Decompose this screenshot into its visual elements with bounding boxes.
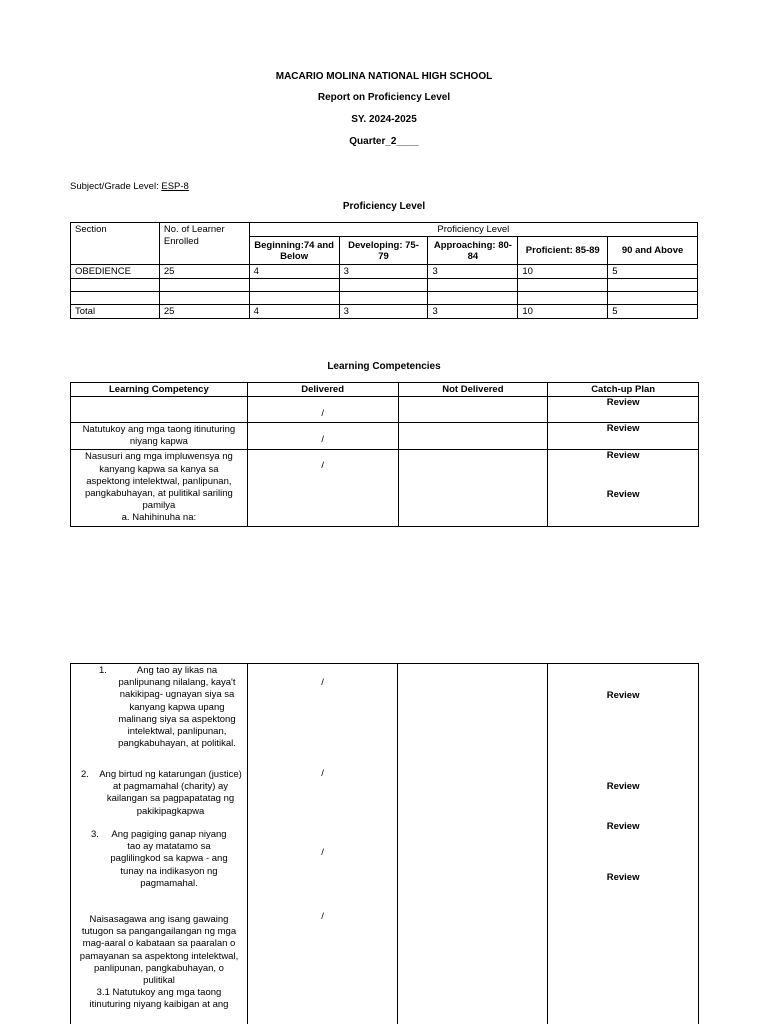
cell-competency: [71, 450, 248, 526]
cell-not-delivered: [398, 397, 548, 423]
cell-developing: [339, 279, 428, 292]
competencies-table-continued: [70, 663, 699, 1024]
item-text: Ang pagiging ganap niyang tao ay matatamo sa paglilingkod sa kapwa - ang tunay na indikasyon ng pagmamahal.: [110, 829, 228, 889]
competency-item-2: [71, 769, 247, 818]
subject-label: Subject/Grade Level:: [70, 181, 159, 192]
cell-beginning: 4: [249, 305, 339, 319]
competencies-table: [70, 382, 699, 527]
item-subtext: 3.1 Natutukoy ang mga taong itinuturing niyang kaibigan at ang: [89, 987, 229, 1011]
cell-approaching: 3: [428, 305, 518, 319]
cell-90-above: 5: [608, 305, 698, 319]
cell-beginning: [249, 279, 339, 292]
cell-developing: 3: [339, 305, 428, 319]
cell-section: [71, 292, 160, 305]
table-row: [71, 279, 698, 292]
cell-enrolled: [159, 279, 249, 292]
cell-delivered: [247, 423, 398, 450]
competency-item-1: [71, 665, 247, 750]
subject-value: ESP-8: [161, 181, 189, 192]
table-row: [71, 265, 698, 279]
table-row: [71, 292, 698, 305]
cell-beginning: [249, 292, 339, 305]
header-90-above: 90 and Above: [608, 237, 698, 265]
competency-text: Nasusuri ang mga impluwensya ng kanyang kapwa sa kanya sa aspektong intelektwal, panlipunan, pangkabuhayan, at pulitikal sariling pamilya: [84, 451, 233, 512]
competency-item-4: [71, 914, 247, 1012]
cell-section: OBEDIENCE: [71, 265, 160, 279]
cell-not-delivered: [398, 664, 548, 1024]
cell-section: Total: [71, 305, 160, 319]
table-row: [71, 397, 699, 423]
quarter: Quarter_2____: [349, 136, 419, 147]
item-number: 3.: [91, 829, 99, 840]
delivered-mark: /: [321, 434, 324, 445]
cell-delivered: [247, 450, 398, 526]
delivered-mark: /: [321, 768, 324, 779]
cell-catch-up: [548, 423, 699, 450]
review-label: Review: [606, 781, 640, 792]
delivered-mark: /: [321, 408, 324, 419]
header-developing: Developing: 75-79: [339, 237, 428, 265]
cell-proficient: [518, 279, 608, 292]
review-label: Review: [606, 690, 640, 701]
cell-enrolled: [159, 292, 249, 305]
cell-catch-up: [548, 397, 699, 423]
subject-grade-level: [70, 181, 189, 192]
delivered-mark: /: [321, 460, 324, 472]
table-row: [71, 423, 699, 450]
header-enrolled: No. of Learner Enrolled: [159, 223, 249, 265]
cell-approaching: [428, 279, 518, 292]
cell-not-delivered: [398, 423, 548, 450]
competency-subitem: a. Nahihinuha na:: [121, 512, 197, 524]
table-row-total: [71, 305, 698, 319]
cell-competency: Natutukoy ang mga taong itinuturing niyang kapwa: [71, 423, 248, 450]
cell-competency: [71, 664, 248, 1024]
item-number: 2.: [81, 769, 89, 780]
cell-developing: 3: [339, 265, 428, 279]
item-text: Ang birtud ng katarungan (justice) at pagmamahal (charity) ay kailangan sa pagpapatatag ng pakikipagkapwa: [99, 769, 242, 817]
review-label: Review: [606, 821, 640, 832]
review-label: Review: [606, 397, 640, 408]
school-name: MACARIO MOLINA NATIONAL HIGH SCHOOL: [275, 71, 493, 82]
cell-enrolled: 25: [159, 305, 249, 319]
header-proficiency-group: Proficiency Level: [249, 223, 697, 237]
cell-competency: [71, 397, 248, 423]
cell-90-above: 5: [608, 265, 698, 279]
cell-not-delivered: [398, 450, 548, 526]
cell-section: [71, 279, 160, 292]
header-delivered: Delivered: [247, 383, 398, 397]
delivered-mark: /: [321, 677, 324, 688]
cell-90-above: [608, 292, 698, 305]
cell-proficient: 10: [518, 305, 608, 319]
competencies-title: Learning Competencies: [327, 361, 441, 372]
header-beginning: Beginning:74 and Below: [249, 237, 339, 265]
header-approaching: Approaching: 80-84: [428, 237, 518, 265]
cell-approaching: [428, 292, 518, 305]
item-text: Ang tao ay likas na panlipunang nilalang, kaya't nakikipag- ugnayan siya sa kanyang kapwa upang malinang siya sa aspektong intelektwal, panlipunan, pangkabuhayan, at politikal.: [118, 665, 236, 750]
school-year: SY. 2024-2025: [351, 114, 417, 125]
cell-beginning: 4: [249, 265, 339, 279]
review-label: Review: [606, 450, 640, 462]
cell-catch-up: [548, 664, 699, 1024]
table-row: [71, 450, 699, 526]
delivered-mark: /: [321, 911, 324, 922]
item-number: 1.: [99, 665, 107, 676]
review-label: Review: [606, 423, 640, 434]
cell-approaching: 3: [428, 265, 518, 279]
table-row: [71, 664, 699, 1024]
cell-delivered: [247, 664, 398, 1024]
cell-delivered: [247, 397, 398, 423]
review-label: Review: [606, 872, 640, 883]
cell-90-above: [608, 279, 698, 292]
competency-item-3: [71, 829, 247, 890]
header-section: Section: [71, 223, 160, 265]
cell-proficient: 10: [518, 265, 608, 279]
header-not-delivered: Not Delivered: [398, 383, 548, 397]
delivered-mark: /: [321, 847, 324, 858]
review-label: Review: [606, 489, 640, 501]
item-text: Naisasagawa ang isang gawaing tutugon sa pangangailangan ng mga mag-aaral o kabataan sa paaralan o pamayanan sa aspektong intelektwal, panlipunan, pangkabuhayan, o pulitikal: [79, 914, 239, 987]
header-catch-up-plan: Catch-up Plan: [548, 383, 699, 397]
report-title: Report on Proficiency Level: [317, 92, 451, 103]
cell-enrolled: 25: [159, 265, 249, 279]
cell-developing: [339, 292, 428, 305]
cell-proficient: [518, 292, 608, 305]
header-proficient: Proficient: 85-89: [518, 237, 608, 265]
cell-catch-up: [548, 450, 699, 526]
proficiency-table: [70, 222, 698, 319]
proficiency-title: Proficiency Level: [342, 201, 426, 212]
header-learning-competency: Learning Competency: [71, 383, 248, 397]
